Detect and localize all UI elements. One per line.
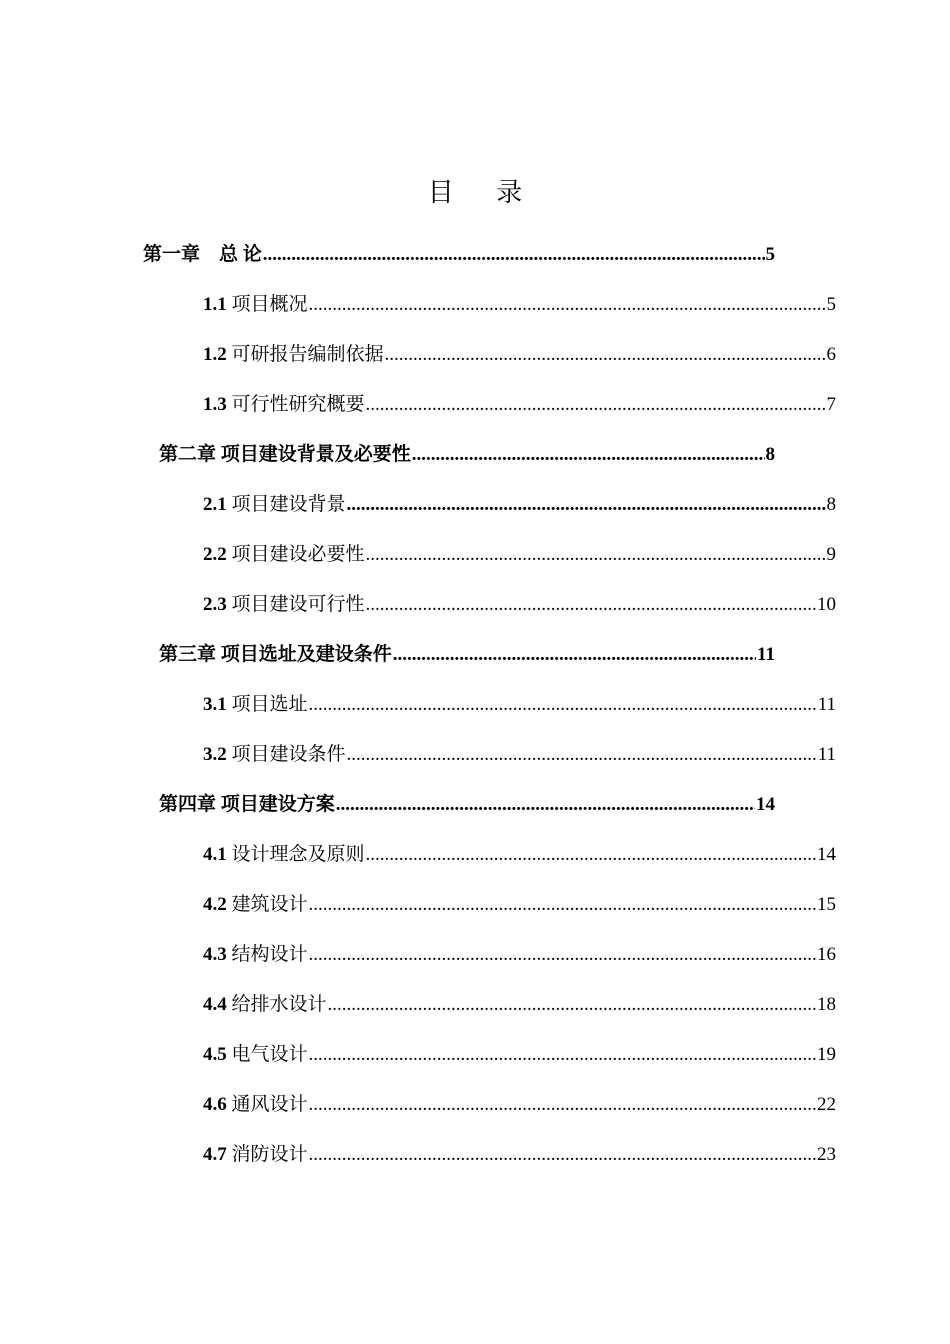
toc-page-number: 5 (826, 294, 836, 315)
toc-chapter-2[interactable] (159, 442, 775, 468)
dot-leader (385, 342, 826, 368)
dot-leader (309, 292, 826, 318)
toc-page-number: 8 (765, 444, 775, 465)
toc-section-2-3[interactable] (203, 592, 836, 618)
toc-label (203, 1142, 308, 1168)
toc-section-number: 3.2 (203, 744, 227, 765)
dot-leader (309, 1142, 816, 1168)
toc-section-4-1[interactable] (203, 842, 836, 868)
toc-page-number: 6 (826, 344, 836, 365)
toc-section-number: 4.3 (203, 944, 227, 965)
toc-label (203, 1092, 308, 1118)
toc-section-1-2[interactable] (203, 342, 836, 368)
toc-page-number: 11 (757, 644, 775, 665)
toc-page-number: 14 (817, 844, 836, 865)
toc-section-text: 结构设计 (231, 944, 308, 965)
toc-page-number: 19 (817, 1044, 836, 1065)
toc-section-text: 通风设计 (231, 1094, 308, 1115)
toc-label (203, 942, 308, 968)
toc-label (203, 342, 384, 368)
toc-label (203, 742, 346, 768)
dot-leader (336, 792, 755, 818)
toc-section-text: 项目建设背景 (231, 494, 346, 515)
toc-section-number: 1.3 (203, 394, 227, 415)
toc-page-number: 22 (817, 1094, 836, 1115)
toc-section-text: 项目选址 (231, 694, 308, 715)
toc-section-text: 项目概况 (231, 294, 308, 315)
toc-section-text: 项目建设可行性 (231, 594, 365, 615)
toc-section-4-7[interactable] (203, 1142, 836, 1168)
toc-section-number: 4.1 (203, 844, 227, 865)
dot-leader (309, 892, 816, 918)
toc-label: 第三章 项目选址及建设条件 (159, 644, 392, 665)
toc-section-text: 设计理念及原则 (231, 844, 365, 865)
toc-label (203, 1042, 308, 1068)
toc-page-number: 16 (817, 944, 836, 965)
toc-section-text: 消防设计 (231, 1144, 308, 1165)
toc-section-number: 4.4 (203, 994, 227, 1015)
toc-page-number: 23 (817, 1144, 836, 1165)
dot-leader (366, 542, 826, 568)
toc-section-number: 4.5 (203, 1044, 227, 1065)
toc-page-number: 10 (817, 594, 836, 615)
toc-label (203, 492, 346, 518)
toc-section-number: 2.3 (203, 594, 227, 615)
toc-title: 目 录 (427, 178, 541, 207)
toc-label (203, 692, 308, 718)
dot-leader (263, 242, 765, 268)
toc-section-3-2[interactable] (203, 742, 836, 768)
toc-label (203, 892, 308, 918)
toc-section-number: 1.1 (203, 294, 227, 315)
toc-label (203, 542, 365, 568)
toc-label: 第一章 总 论 (143, 244, 262, 265)
dot-leader (309, 1042, 816, 1068)
dot-leader (328, 992, 816, 1018)
toc-label (203, 592, 365, 618)
toc-page-number: 7 (826, 394, 836, 415)
dot-leader (366, 392, 826, 418)
toc-page-number: 11 (817, 744, 836, 765)
toc-section-number: 2.2 (203, 544, 227, 565)
dot-leader (393, 642, 756, 668)
toc-label: 第二章 项目建设背景及必要性 (159, 444, 411, 465)
toc-chapter-3[interactable] (159, 642, 775, 668)
dot-leader (347, 742, 817, 768)
toc-section-text: 给排水设计 (231, 994, 327, 1015)
toc-section-4-3[interactable] (203, 942, 836, 968)
toc-section-number: 2.1 (203, 494, 227, 515)
toc-section-1-1[interactable] (203, 292, 836, 318)
toc-label (203, 992, 327, 1018)
toc-page-number: 15 (817, 894, 836, 915)
toc-section-2-2[interactable] (203, 542, 836, 568)
toc-section-text: 建筑设计 (231, 894, 308, 915)
toc-page-number: 8 (826, 494, 836, 515)
dot-leader (412, 442, 765, 468)
dot-leader (309, 692, 817, 718)
toc-page-number: 18 (817, 994, 836, 1015)
toc-label: 第四章 项目建设方案 (159, 794, 335, 815)
dot-leader (366, 592, 816, 618)
toc-chapter-4[interactable] (159, 792, 775, 818)
dot-leader (309, 942, 816, 968)
toc-page-number: 14 (756, 794, 775, 815)
toc-section-number: 4.6 (203, 1094, 227, 1115)
toc-section-number: 4.7 (203, 1144, 227, 1165)
toc-section-3-1[interactable] (203, 692, 836, 718)
toc-chapter-1[interactable] (143, 242, 775, 268)
toc-label (203, 292, 308, 318)
toc-page-number: 5 (765, 244, 775, 265)
toc-section-text: 项目建设必要性 (231, 544, 365, 565)
toc-section-4-6[interactable] (203, 1092, 836, 1118)
toc-section-1-3[interactable] (203, 392, 836, 418)
dot-leader (366, 842, 816, 868)
toc-label (203, 392, 365, 418)
toc-section-text: 可研报告编制依据 (231, 344, 384, 365)
toc-section-number: 3.1 (203, 694, 227, 715)
toc-section-text: 项目建设条件 (231, 744, 346, 765)
toc-section-number: 1.2 (203, 344, 227, 365)
toc-label (203, 842, 365, 868)
dot-leader (347, 492, 826, 518)
toc-section-number: 4.2 (203, 894, 227, 915)
toc-section-4-5[interactable] (203, 1042, 836, 1068)
dot-leader (309, 1092, 816, 1118)
toc-section-4-4[interactable] (203, 992, 836, 1018)
toc-section-text: 电气设计 (231, 1044, 308, 1065)
toc-page-number: 9 (826, 544, 836, 565)
toc-section-4-2[interactable] (203, 892, 836, 918)
toc-page-number: 11 (817, 694, 836, 715)
toc-section-2-1[interactable] (203, 492, 836, 518)
toc-section-text: 可行性研究概要 (231, 394, 365, 415)
